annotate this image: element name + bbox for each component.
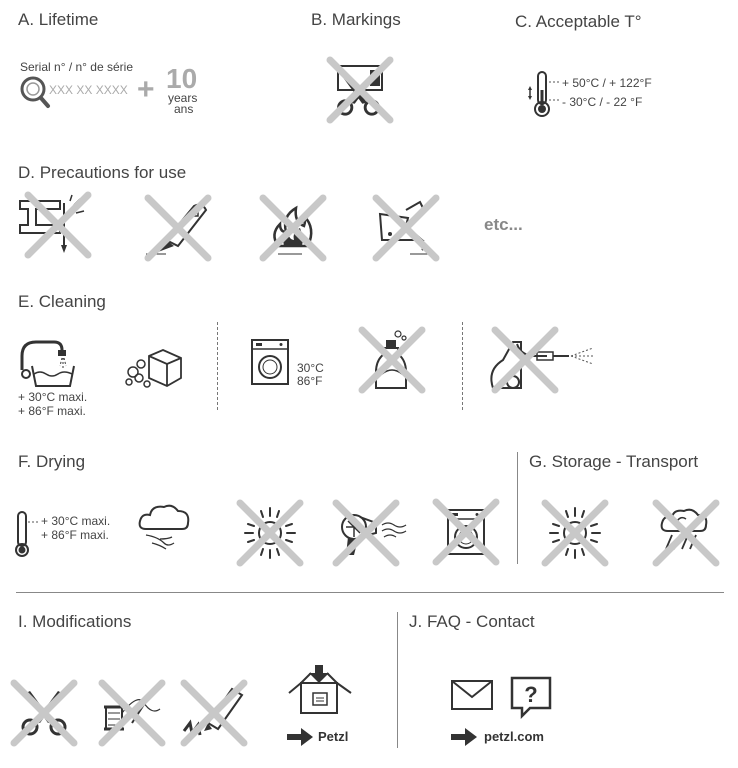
cutter-knife-icon [146,198,210,260]
tap-water-basin-icon [18,336,76,390]
soap-icon [125,348,183,388]
storage-sun-icon [545,503,605,563]
drying-temperature-f: + 86°F maxi. [41,528,109,542]
marker-icon [184,683,246,743]
lifetime-years-label: years [168,91,198,105]
section-title-faq: J. FAQ - Contact [409,612,535,631]
petzl-website-link[interactable]: petzl.com [484,729,544,744]
tap-temperature-c: + 30°C maxi. [18,390,88,404]
scissors-icon [14,683,74,743]
thermometer-icon [527,70,565,118]
section-title-temperature: C. Acceptable T° [515,12,642,31]
sun-icon [240,503,300,563]
envelope-icon [451,680,493,710]
section-title-cleaning: E. Cleaning [18,292,106,311]
washer-temperature-c: 30°C [297,361,324,375]
beam-edge-icon [18,195,88,257]
section-title-markings: B. Markings [311,10,401,29]
storage-divider [517,452,518,564]
cleaning-divider-2 [462,322,463,410]
section-separator [16,592,724,593]
scissors-label-icon [330,60,390,120]
fire-icon [262,198,324,260]
washer-temperature-f: 86°F [297,374,323,388]
detergent-bottle-icon [362,330,424,390]
cloud-wind-icon [138,503,192,553]
section-title-precautions: D. Precautions for use [18,163,187,182]
plus-sign: + [137,73,155,106]
more-precautions-text: etc... [484,215,523,234]
lifetime-years-value: 10 [166,63,198,94]
lifetime-ans-label: ans [174,102,194,116]
section-title-lifetime: A. Lifetime [18,10,99,29]
tumble-dryer-icon [436,502,498,562]
section-title-drying: F. Drying [18,452,86,471]
box-icon [287,663,357,719]
tap-temperature-f: + 86°F maxi. [18,404,86,418]
arrow-right-icon [287,728,313,746]
hair-dryer-icon [336,503,412,563]
chemical-flask-icon [376,198,438,260]
faq-divider [397,612,398,748]
drying-temperature-c: + 30°C maxi. [41,514,111,528]
serial-number-placeholder: XXX XX XXXX [49,83,128,97]
pressure-washer-icon [487,330,595,392]
petzl-brand-text: Petzl [318,729,349,744]
section-title-modifications: I. Modifications [18,612,132,631]
magnifier-icon [19,75,51,109]
serial-number-label: Serial n° / n° de série [20,60,133,74]
faq-arrow-right-icon [451,728,477,746]
washing-machine-icon [250,338,290,386]
sewing-icon [98,683,164,743]
svg-text:?: ? [524,682,538,707]
temperature-min: - 30°C / - 22 °F [562,95,643,109]
temperature-max: + 50°C / + 122°F [562,76,652,90]
cleaning-divider-1 [217,322,218,410]
rain-cloud-icon [656,503,716,563]
question-bubble-icon [510,676,552,718]
section-title-storage: G. Storage - Transport [529,452,699,471]
drying-thermometer-icon [14,510,44,558]
